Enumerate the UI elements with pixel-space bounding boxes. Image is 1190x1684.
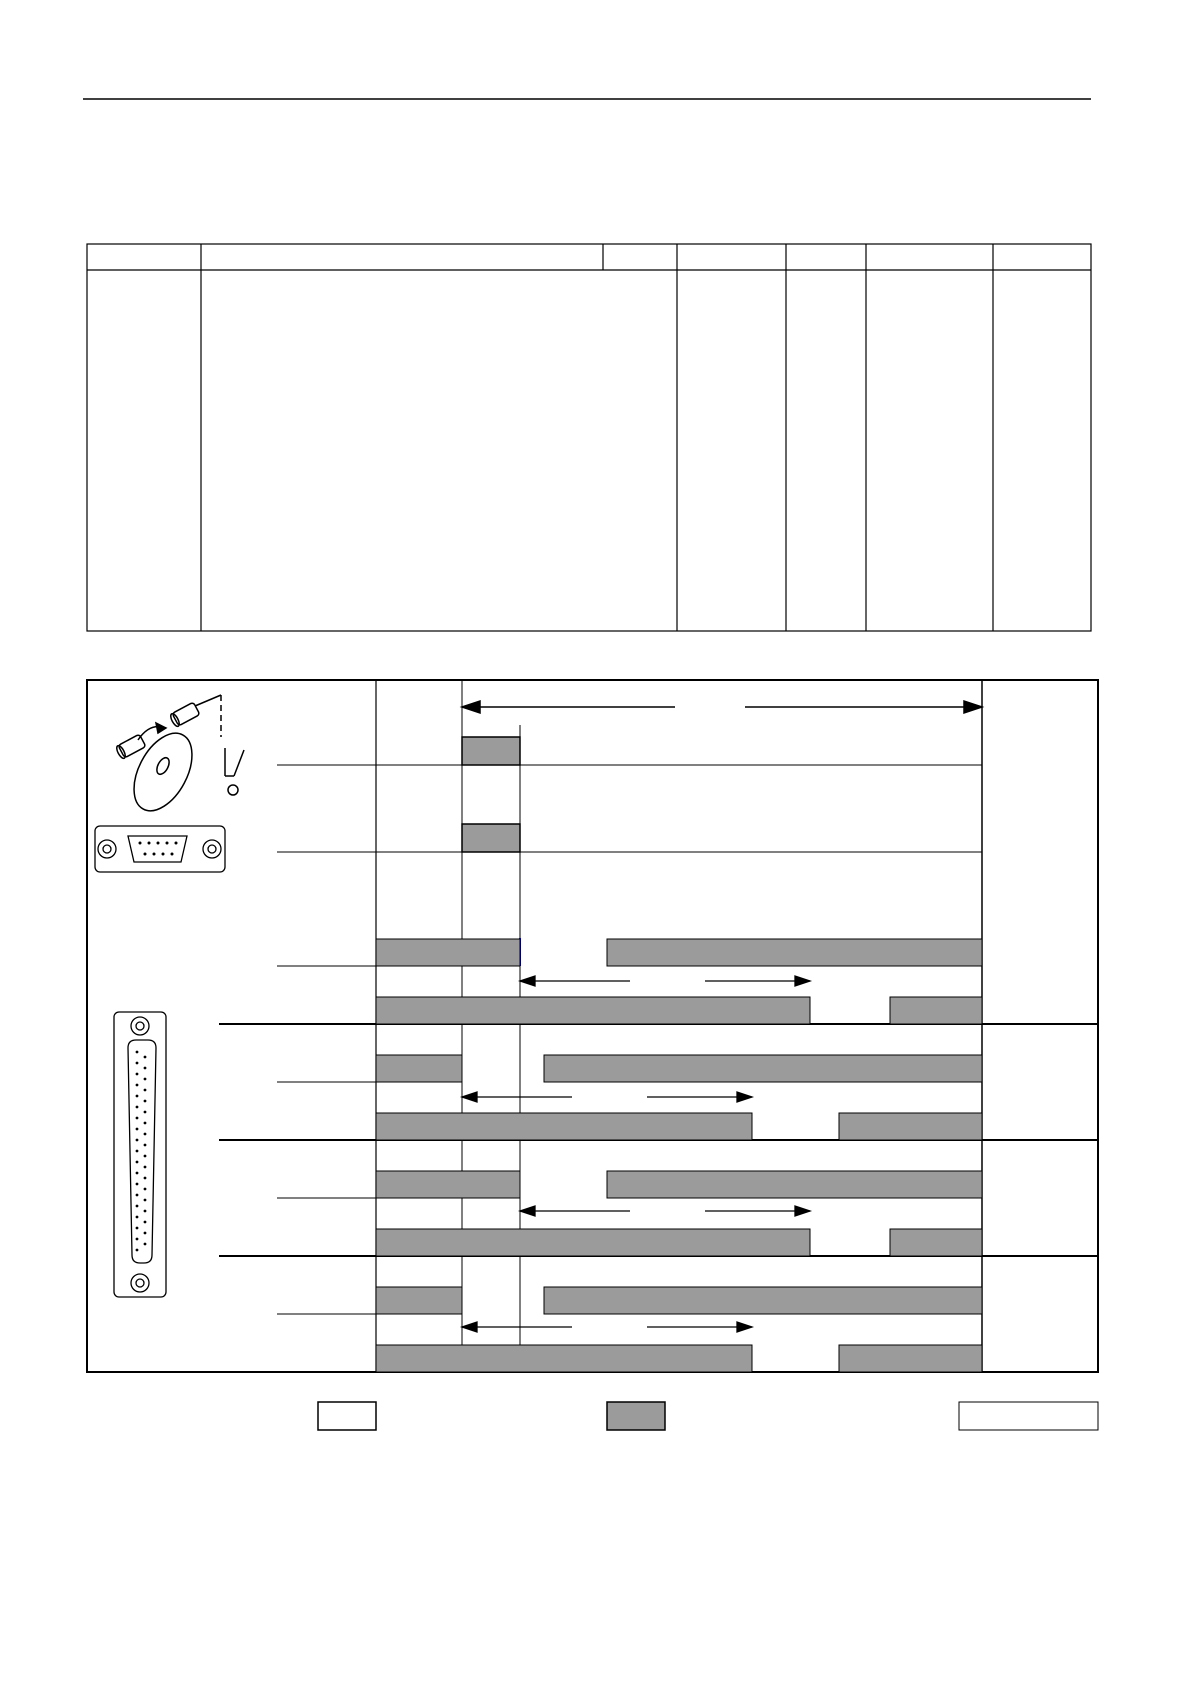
db37-pin <box>136 1095 139 1098</box>
signal-ch2-a-high <box>544 1055 982 1082</box>
db37-pin <box>136 1139 139 1142</box>
db37-pin <box>144 1056 147 1059</box>
db37-pin <box>144 1111 147 1114</box>
db37-pin <box>136 1084 139 1087</box>
db37-pin <box>136 1205 139 1208</box>
timing-diagram-frame <box>87 680 1098 1372</box>
db37-pin <box>136 1073 139 1076</box>
ch2-delay-arrow <box>462 1092 752 1102</box>
spec-table <box>87 244 1091 631</box>
signal-ch2-a-low <box>376 1055 462 1082</box>
spec-table-frame <box>87 244 1091 631</box>
db37-connector-icon <box>114 1012 166 1297</box>
ch4-delay-arrow <box>462 1322 752 1332</box>
legend <box>318 1402 1098 1430</box>
db37-pin <box>144 1210 147 1213</box>
signal-ch3-b-high <box>890 1229 982 1256</box>
db37-pin <box>144 1122 147 1125</box>
db37-pin <box>136 1062 139 1065</box>
signal-ch4-a-high <box>544 1287 982 1314</box>
legend-low-state-box <box>318 1402 376 1430</box>
db37-pin <box>136 1216 139 1219</box>
cycle-span-arrow <box>462 701 982 713</box>
db37-pin <box>144 1078 147 1081</box>
db37-pin <box>136 1183 139 1186</box>
ch1-delay-arrow <box>520 976 810 986</box>
signal-ch1-a-low <box>376 939 520 966</box>
db37-pin <box>136 1117 139 1120</box>
db37-pin <box>136 1249 139 1252</box>
signal-ch4-b-low <box>376 1345 752 1372</box>
db37-pin <box>136 1150 139 1153</box>
db37-pin <box>144 1243 147 1246</box>
signal-ch1-b-high <box>890 997 982 1024</box>
db37-pin <box>144 1100 147 1103</box>
db37-pin <box>144 1221 147 1224</box>
db37-pin <box>144 1232 147 1235</box>
signal-ch1-a-high <box>607 939 982 966</box>
db37-pin <box>136 1106 139 1109</box>
signal-ch3-a-high <box>607 1171 982 1198</box>
signal-encoder-pulse <box>462 737 520 765</box>
timing-diagram <box>87 680 1098 1372</box>
db37-pin <box>136 1161 139 1164</box>
db37-pin <box>144 1089 147 1092</box>
db37-pin <box>144 1199 147 1202</box>
signal-ch3-a-low <box>376 1171 520 1198</box>
db37-pin <box>144 1133 147 1136</box>
db37-pin <box>136 1128 139 1131</box>
encoder-disk-icon <box>115 695 221 820</box>
db37-pin <box>144 1155 147 1158</box>
db9-connector-icon <box>95 826 225 872</box>
legend-note-box <box>959 1402 1098 1430</box>
db37-pin <box>136 1194 139 1197</box>
legend-high-state-box <box>607 1402 665 1430</box>
signal-ch2-b-high <box>839 1113 982 1140</box>
signal-serial-pulse <box>462 824 520 852</box>
db37-pin <box>144 1177 147 1180</box>
db37-pin <box>144 1166 147 1169</box>
signal-ch2-b-low <box>376 1113 752 1140</box>
db37-pin <box>144 1067 147 1070</box>
db37-pin <box>136 1238 139 1241</box>
signal-ch3-b-low <box>376 1229 810 1256</box>
signal-ch4-b-high <box>839 1345 982 1372</box>
db37-pin <box>136 1051 139 1054</box>
signal-ch1-b-low <box>376 997 810 1024</box>
db37-pin <box>136 1172 139 1175</box>
ch3-delay-arrow <box>520 1206 810 1216</box>
proximity-switch-icon <box>225 748 244 795</box>
db37-pin <box>136 1227 139 1230</box>
signal-ch4-a-low <box>376 1287 462 1314</box>
db37-pin <box>144 1188 147 1191</box>
db37-pin <box>144 1144 147 1147</box>
